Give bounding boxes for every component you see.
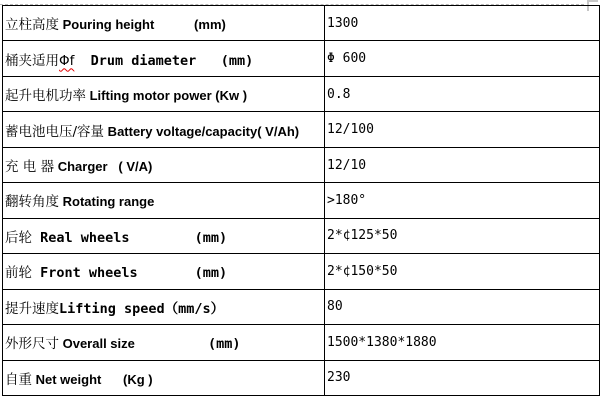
page-corner-mark: [587, 0, 598, 2]
spec-value-rotating-range[interactable]: >180°: [325, 183, 600, 218]
spec-label-front-wheels[interactable]: [3, 254, 325, 289]
label-unit: (mm): [129, 229, 228, 246]
label-unit: (Kw ): [211, 88, 248, 104]
label-unit: (mm): [134, 336, 241, 353]
label-en: Lifting motor power: [86, 88, 212, 104]
row-net-weight: [3, 360, 600, 395]
label-en: Overall size: [59, 336, 135, 352]
label-cn: 外形尺寸: [5, 336, 59, 353]
label-en: Rotating range: [59, 194, 155, 210]
label-en: Real wheels: [32, 229, 130, 246]
label-unit: (mm): [196, 52, 254, 69]
label-cn: 后轮: [5, 229, 32, 246]
label-cn: 桶夹适用: [5, 52, 59, 69]
specification-table: [2, 5, 600, 396]
row-charger: [3, 147, 600, 182]
spec-label-charger[interactable]: [3, 147, 325, 182]
row-lifting-motor-power: [3, 76, 600, 111]
spec-label-lifting-motor-power[interactable]: [3, 76, 325, 111]
spec-label-rear-wheels[interactable]: [3, 218, 325, 253]
spec-label-lifting-speed[interactable]: [3, 289, 325, 324]
row-overall-size: [3, 325, 600, 360]
spec-label-overall-size[interactable]: [3, 325, 325, 360]
spec-label-drum-diameter[interactable]: [3, 41, 325, 76]
label-cn: 自重: [5, 371, 32, 388]
label-cn: 起升电机功率: [5, 88, 86, 105]
label-cn: 蓄电池电压/容量: [5, 123, 105, 140]
label-en: Charger: [54, 159, 108, 175]
spec-value-overall-size[interactable]: 1500*1380*1880: [325, 325, 600, 360]
spec-label-battery-voltage-capacity[interactable]: [3, 112, 325, 147]
spec-value-front-wheels[interactable]: 2*¢150*50: [325, 254, 600, 289]
spec-label-rotating-range[interactable]: [3, 183, 325, 218]
row-battery-voltage-capacity: [3, 112, 600, 147]
row-pouring-height: [3, 6, 600, 41]
label-en: Lifting speed: [59, 300, 165, 317]
label-en: Drum diameter: [74, 52, 197, 69]
label-en: Net weight: [32, 371, 102, 387]
label-unit: (mm): [137, 265, 228, 282]
label-unit: ( V/A): [107, 159, 153, 175]
label-cn: 提升速度: [5, 300, 59, 317]
label-unit: (Kg ): [101, 371, 153, 387]
label-en: Front wheels: [32, 265, 138, 282]
label-cn: 立柱高度: [5, 17, 59, 34]
label-en: Pouring height: [59, 17, 155, 33]
spec-value-battery-voltage-capacity[interactable]: 12/100: [325, 112, 600, 147]
spec-label-pouring-height[interactable]: [3, 6, 325, 41]
label-cn: 前轮: [5, 265, 32, 282]
spec-value-charger[interactable]: 12/10: [325, 147, 600, 182]
row-rear-wheels: [3, 218, 600, 253]
spec-value-lifting-motor-power[interactable]: 0.8: [325, 76, 600, 111]
label-unit: （mm/s）: [164, 300, 225, 317]
row-front-wheels: [3, 254, 600, 289]
label-special-phi-f: Φf: [59, 52, 75, 69]
row-drum-diameter: [3, 41, 600, 76]
spec-value-pouring-height[interactable]: 1300: [325, 6, 600, 41]
row-lifting-speed: [3, 289, 600, 324]
label-en: Battery voltage/capacity( V/Ah): [104, 123, 300, 139]
label-unit: (mm): [154, 17, 226, 33]
row-rotating-range: [3, 183, 600, 218]
label-cn: 充 电 器: [5, 159, 55, 176]
spec-value-drum-diameter[interactable]: Φ 600: [325, 41, 600, 76]
spec-label-net-weight[interactable]: [3, 360, 325, 395]
spec-value-rear-wheels[interactable]: 2*¢125*50: [325, 218, 600, 253]
label-cn: 翻转角度: [5, 194, 59, 211]
spec-value-lifting-speed[interactable]: 80: [325, 289, 600, 324]
spec-value-net-weight[interactable]: 230: [325, 360, 600, 395]
